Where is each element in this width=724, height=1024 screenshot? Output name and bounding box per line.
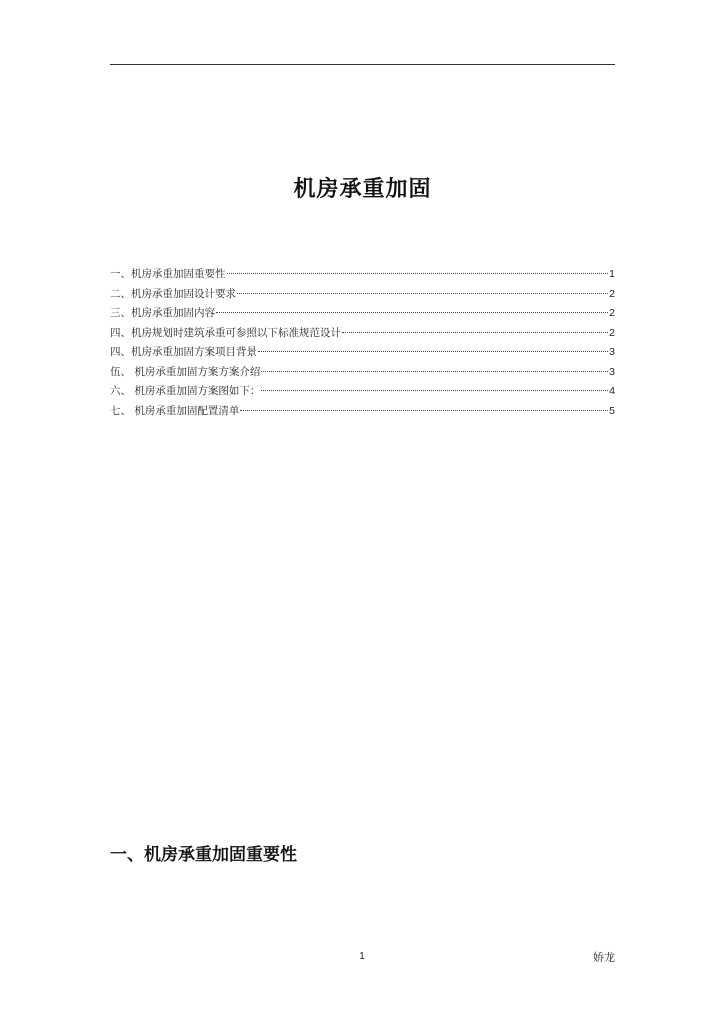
- toc-entry-label: 二、机房承重加固设计要求: [110, 287, 236, 300]
- toc-entry-page: 2: [609, 326, 615, 339]
- toc-entry-label: 四、机房规划时建筑承重可参照以下标准规范设计: [110, 326, 341, 339]
- toc-entry-label: 七、 机房承重加固配置清单: [110, 404, 240, 417]
- toc-entry-label: 四、机房承重加固方案项目背景: [110, 346, 257, 358]
- toc-leader-dots: [237, 293, 608, 294]
- toc-leader-dots: [240, 410, 608, 411]
- toc-entry[interactable]: [110, 402, 615, 422]
- toc-entry-page: 3: [609, 346, 615, 358]
- toc-entry-page: 5: [609, 404, 615, 417]
- toc-entry[interactable]: [110, 324, 615, 344]
- footer-author: 娇龙: [593, 951, 615, 964]
- toc-leader-dots: [227, 273, 609, 274]
- toc-entry-page: 3: [609, 365, 615, 378]
- table-of-contents: [110, 265, 615, 421]
- toc-entry[interactable]: [110, 382, 615, 402]
- toc-entry-page: 4: [609, 385, 615, 397]
- footer-page-number: 1: [359, 951, 365, 962]
- document-title: 机房承重加固: [293, 177, 432, 202]
- toc-entry[interactable]: [110, 285, 615, 305]
- toc-entry[interactable]: [110, 343, 615, 363]
- toc-entry-page: 1: [609, 268, 615, 280]
- toc-entry[interactable]: [110, 304, 615, 324]
- header-rule: [110, 64, 615, 65]
- toc-entry[interactable]: [110, 363, 615, 383]
- toc-leader-dots: [216, 312, 608, 313]
- toc-entry-label: 一、机房承重加固重要性: [110, 268, 226, 280]
- toc-entry-label: 伍、 机房承重加固方案方案介绍: [110, 365, 261, 378]
- toc-entry-label: 三、机房承重加固内容: [110, 307, 215, 319]
- toc-leader-dots: [261, 390, 608, 391]
- toc-leader-dots: [258, 351, 608, 352]
- toc-entry-label: 六、 机房承重加固方案图如下：: [110, 385, 261, 397]
- toc-entry-page: 2: [609, 307, 615, 319]
- toc-leader-dots: [261, 371, 608, 372]
- toc-entry[interactable]: [110, 265, 615, 285]
- section-heading: 一、机房承重加固重要性: [110, 845, 297, 865]
- toc-leader-dots: [342, 332, 608, 333]
- toc-entry-page: 2: [609, 287, 615, 300]
